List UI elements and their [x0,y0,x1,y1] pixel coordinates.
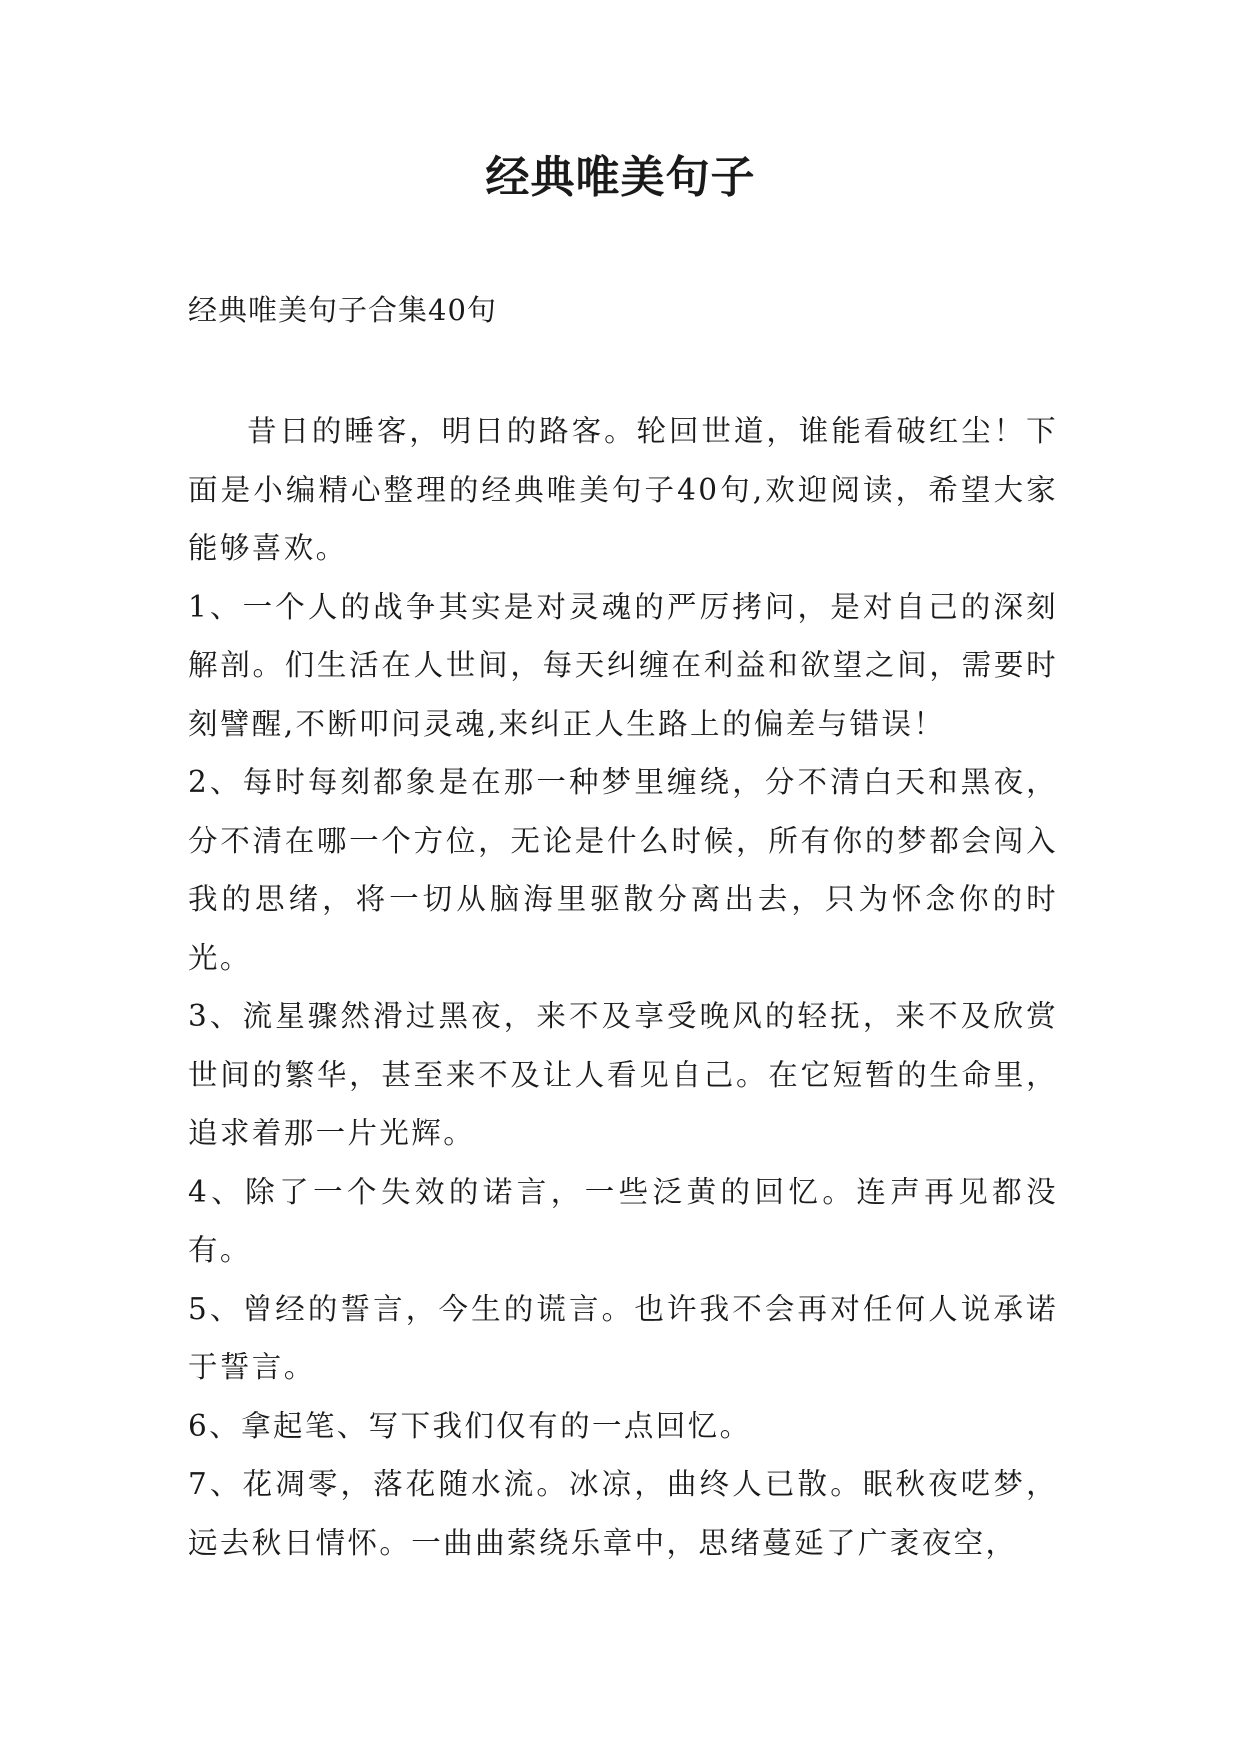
list-item: 3、流星骤然滑过黑夜，来不及享受晚风的轻抚，来不及欣赏世间的繁华，甚至来不及让人看见自己。在它短暂的生命里，追求着那一片光辉。 [188,999,1058,1150]
list-item: 1、一个人的战争其实是对灵魂的严厉拷问，是对自己的深刻解剖。们生活在人世间，每天纠缠在利益和欲望之间，需要时刻譬醒,不断叩问灵魂,来纠正人生路上的偏差与错误！ [188,589,1058,741]
document-subtitle: 经典唯美句子合集40句 [188,293,497,327]
document-body [188,402,1058,1572]
document-title: 经典唯美句子 [485,152,756,203]
intro-paragraph: 昔日的睡客，明日的路客。轮回世道，谁能看破红尘！下面是小编精心整理的经典唯美句子40句,欢迎阅读，希望大家能够喜欢。 [188,414,1058,565]
list-item: 2、每时每刻都象是在那一种梦里缠绕，分不清白天和黑夜，分不清在哪一个方位，无论是什么时候，所有你的梦都会闯入我的思绪，将一切从脑海里驱散分离出去，只为怀念你的时光。 [188,765,1058,975]
list-item: 5、曾经的誓言，今生的谎言。也许我不会再对任何人说承诺于誓言。 [188,1291,1058,1384]
list-item: 7、花凋零，落花随水流。冰凉，曲终人已散。眠秋夜呓梦，远去秋日情怀。一曲曲萦绕乐章中，思绪蔓延了广袤夜空， [188,1467,1058,1560]
list-item: 4、除了一个失效的诺言，一些泛黄的回忆。连声再见都没有。 [188,1174,1058,1267]
list-item: 6、拿起笔、写下我们仅有的一点回忆。 [188,1408,752,1443]
